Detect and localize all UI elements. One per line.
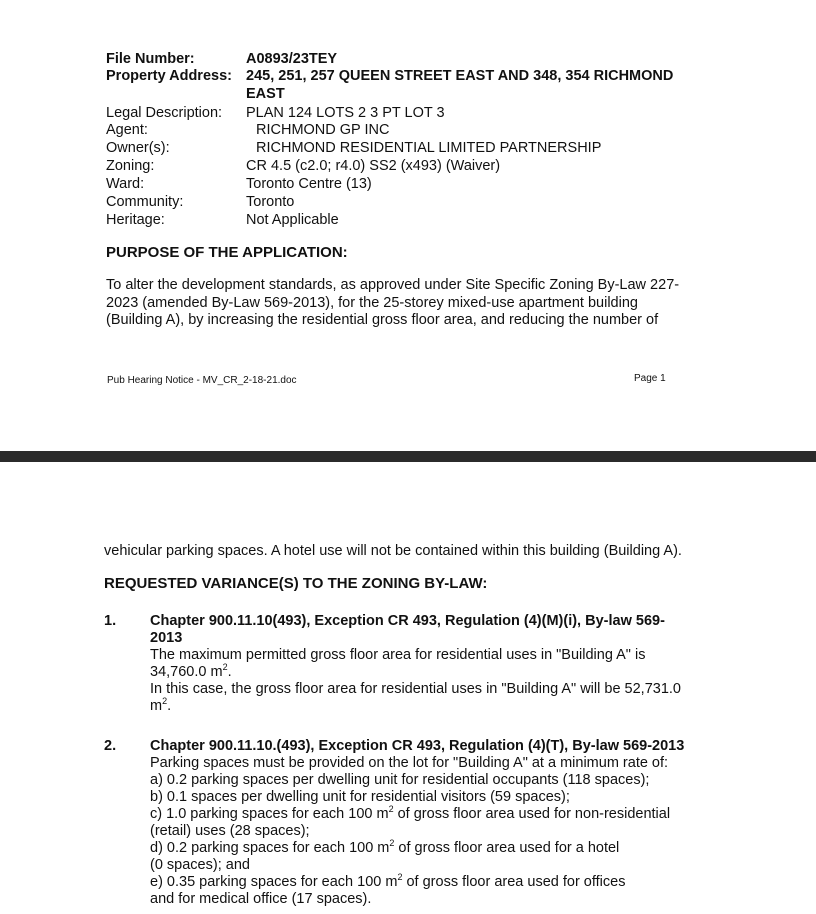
owners-label: Owner(s): [106,140,170,156]
file-number-value: A0893/23TEY [246,51,338,67]
variance-title-line: Chapter 900.11.10.(493), Exception CR 493, Regulation (4)(T), By-law 569-2013 [150,738,685,754]
legal-description-value: PLAN 124 LOTS 2 3 PT LOT 3 [246,105,445,121]
variance-text-line: a) 0.2 parking spaces per dwelling unit for residential occupants (118 spaces); [150,772,650,788]
property-address-label: Property Address: [106,68,232,84]
variance-text-line: (retail) uses (28 spaces); [150,823,310,839]
zoning-label: Zoning: [106,158,155,174]
footer-filename: Pub Hearing Notice - MV_CR_2-18-21.doc [107,375,297,386]
community-value: Toronto [246,194,295,210]
notice-page-1 [0,0,816,451]
purpose-line: 2023 (amended By-Law 569-2013), for the 25-storey mixed-use apartment building [106,294,638,311]
property-address-line1: 245, 251, 257 QUEEN STREET EAST AND 348, 354 RICHMOND [246,68,674,84]
legal-description-label: Legal Description: [106,105,223,121]
variance-number: 2. [104,738,117,754]
purpose-heading: PURPOSE OF THE APPLICATION: [106,244,348,261]
agent-value: RICHMOND GP INC [256,122,390,138]
variance-text-line: e) 0.35 parking spaces for each 100 $m^2$ of gross floor area used for offices [150,872,626,890]
variance-text-line: 34,760.0 $m^2$. [150,662,232,680]
variance-number: 1. [104,613,117,629]
variance-item-1 [150,613,750,715]
variance-text-line: Parking spaces must be provided on the lot for "Building A" at a minimum rate of: [150,755,669,771]
property-address-line2: EAST [246,86,285,102]
heritage-value: Not Applicable [246,212,339,228]
variance-text-line: d) 0.2 parking spaces for each 100 $m^2$ of gross floor area used for a hotel [150,838,620,856]
owners-value: RICHMOND RESIDENTIAL LIMITED PARTNERSHIP [256,140,602,156]
file-number-label: File Number: [106,51,195,67]
variance-text-line: c) 1.0 parking spaces for each 100 $m^2$ of gross floor area used for non-residential [150,804,671,822]
purpose-paragraph [106,277,746,330]
variance-text-line: b) 0.1 spaces per dwelling unit for residential visitors (59 spaces); [150,789,570,805]
variance-text-line: In this case, the gross floor area for residential uses in "Building A" will be 52,731.0 [150,681,681,697]
variance-title-line: 2013 [150,630,183,646]
heritage-label: Heritage: [106,212,165,228]
community-label: Community: [106,194,184,210]
ward-value: Toronto Centre (13) [246,176,372,192]
purpose-line: To alter the development standards, as approved under Site Specific Zoning By-Law 227- [106,277,680,293]
variance-text-line: (0 spaces); and [150,857,250,873]
variance-title-line: Chapter 900.11.10(493), Exception CR 493, Regulation (4)(M)(i), By-law 569- [150,613,665,629]
notice-page-2 [0,462,816,914]
page-divider [0,451,816,462]
purpose-line: (Building A), by increasing the residential gross floor area, and reducing the number of [106,312,659,328]
variance-text-line: and for medical office (17 spaces). [150,891,372,907]
variance-text-line: The maximum permitted gross floor area for residential uses in "Building A" is [150,647,646,663]
variances-heading: REQUESTED VARIANCE(S) TO THE ZONING BY-LAW: [104,575,488,592]
continued-purpose-text: vehicular parking spaces. A hotel use will not be contained within this building (Building A). [104,543,682,559]
agent-label: Agent: [106,122,148,138]
ward-label: Ward: [106,176,145,192]
variance-text-line: $m^2$. [150,696,172,714]
variance-item-2 [150,738,770,908]
zoning-value: CR 4.5 (c2.0; r4.0) SS2 (x493) (Waiver) [246,158,501,174]
footer-page-number: Page 1 [634,373,666,384]
